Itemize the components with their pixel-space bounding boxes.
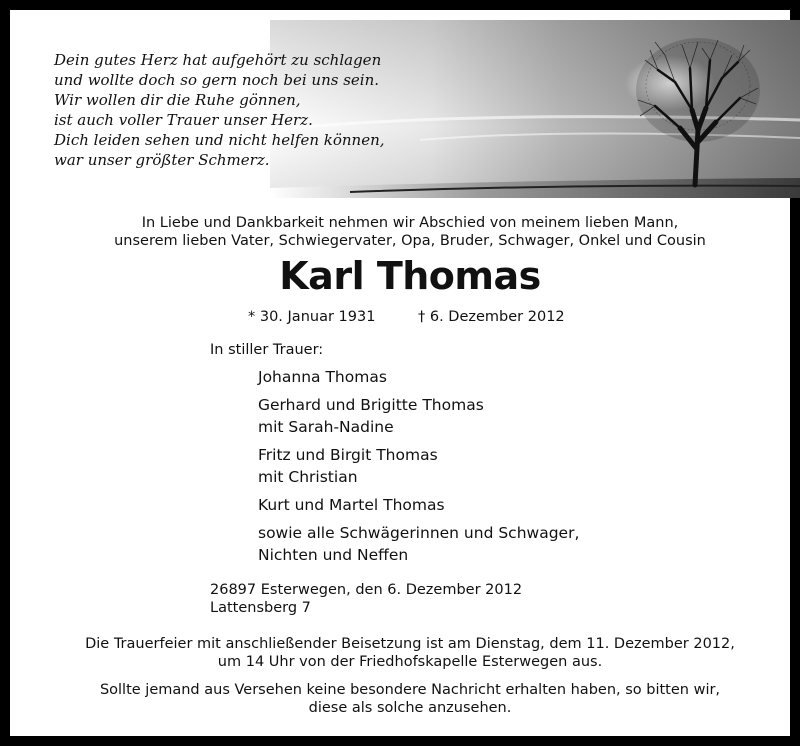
mourners-list	[258, 366, 579, 572]
deceased-name: Karl Thomas	[279, 254, 541, 298]
notice-content	[20, 20, 800, 746]
street-address: Lattensberg 7	[210, 600, 311, 616]
mourner-line: sowie alle Schwägerinnen und Schwager,	[258, 524, 580, 542]
place-date: 26897 Esterwegen, den 6. Dezember 2012	[210, 582, 523, 598]
funeral-info-line: Die Trauerfeier mit anschließender Beisetzung ist am Dienstag, dem 11. Dezember 2012,	[85, 636, 735, 652]
funeral-info-line: um 14 Uhr von der Friedhofskapelle Esterwegen aus.	[217, 654, 603, 670]
poem-line: ist auch voller Trauer unser Herz.	[54, 111, 313, 129]
mourner-entry	[258, 394, 579, 438]
poem-line: Dich leiden sehen und nicht helfen können,	[54, 131, 385, 149]
poem-line: war unser größter Schmerz.	[54, 151, 270, 169]
poem-line: Dein gutes Herz hat aufgehört zu schlagen	[54, 51, 382, 69]
poem	[54, 50, 434, 170]
birth-date: * 30. Januar 1931	[248, 309, 376, 325]
notice-request-line: diese als solche anzusehen.	[308, 700, 512, 716]
mourner-line: mit Sarah-Nadine	[258, 418, 394, 436]
mourning-label: In stiller Trauer:	[210, 342, 324, 358]
mourner-line: Gerhard und Brigitte Thomas	[258, 396, 484, 414]
mourner-line: Kurt und Martel Thomas	[258, 496, 445, 514]
death-date: † 6. Dezember 2012	[418, 309, 565, 325]
mourner-entry	[258, 522, 579, 566]
poem-line: und wollte doch so gern noch bei uns sein.	[54, 71, 380, 89]
notice-request-line: Sollte jemand aus Versehen keine besondere Nachricht erhalten haben, so bitten wir,	[99, 682, 721, 698]
mourner-line: mit Christian	[258, 468, 358, 486]
mourner-line: Nichten und Neffen	[258, 546, 409, 564]
mourner-line: Fritz und Birgit Thomas	[258, 446, 438, 464]
intro-line: In Liebe und Dankbarkeit nehmen wir Abschied von meinem lieben Mann,	[141, 215, 679, 231]
poem-line: Wir wollen dir die Ruhe gönnen,	[54, 91, 301, 109]
mourner-entry	[258, 444, 579, 488]
mourner-line: Johanna Thomas	[258, 368, 387, 386]
header-band	[20, 20, 800, 198]
intro-line: unserem lieben Vater, Schwiegervater, Opa, Bruder, Schwager, Onkel und Cousin	[114, 233, 706, 249]
mourner-entry	[258, 494, 579, 516]
mourner-entry	[258, 366, 579, 388]
